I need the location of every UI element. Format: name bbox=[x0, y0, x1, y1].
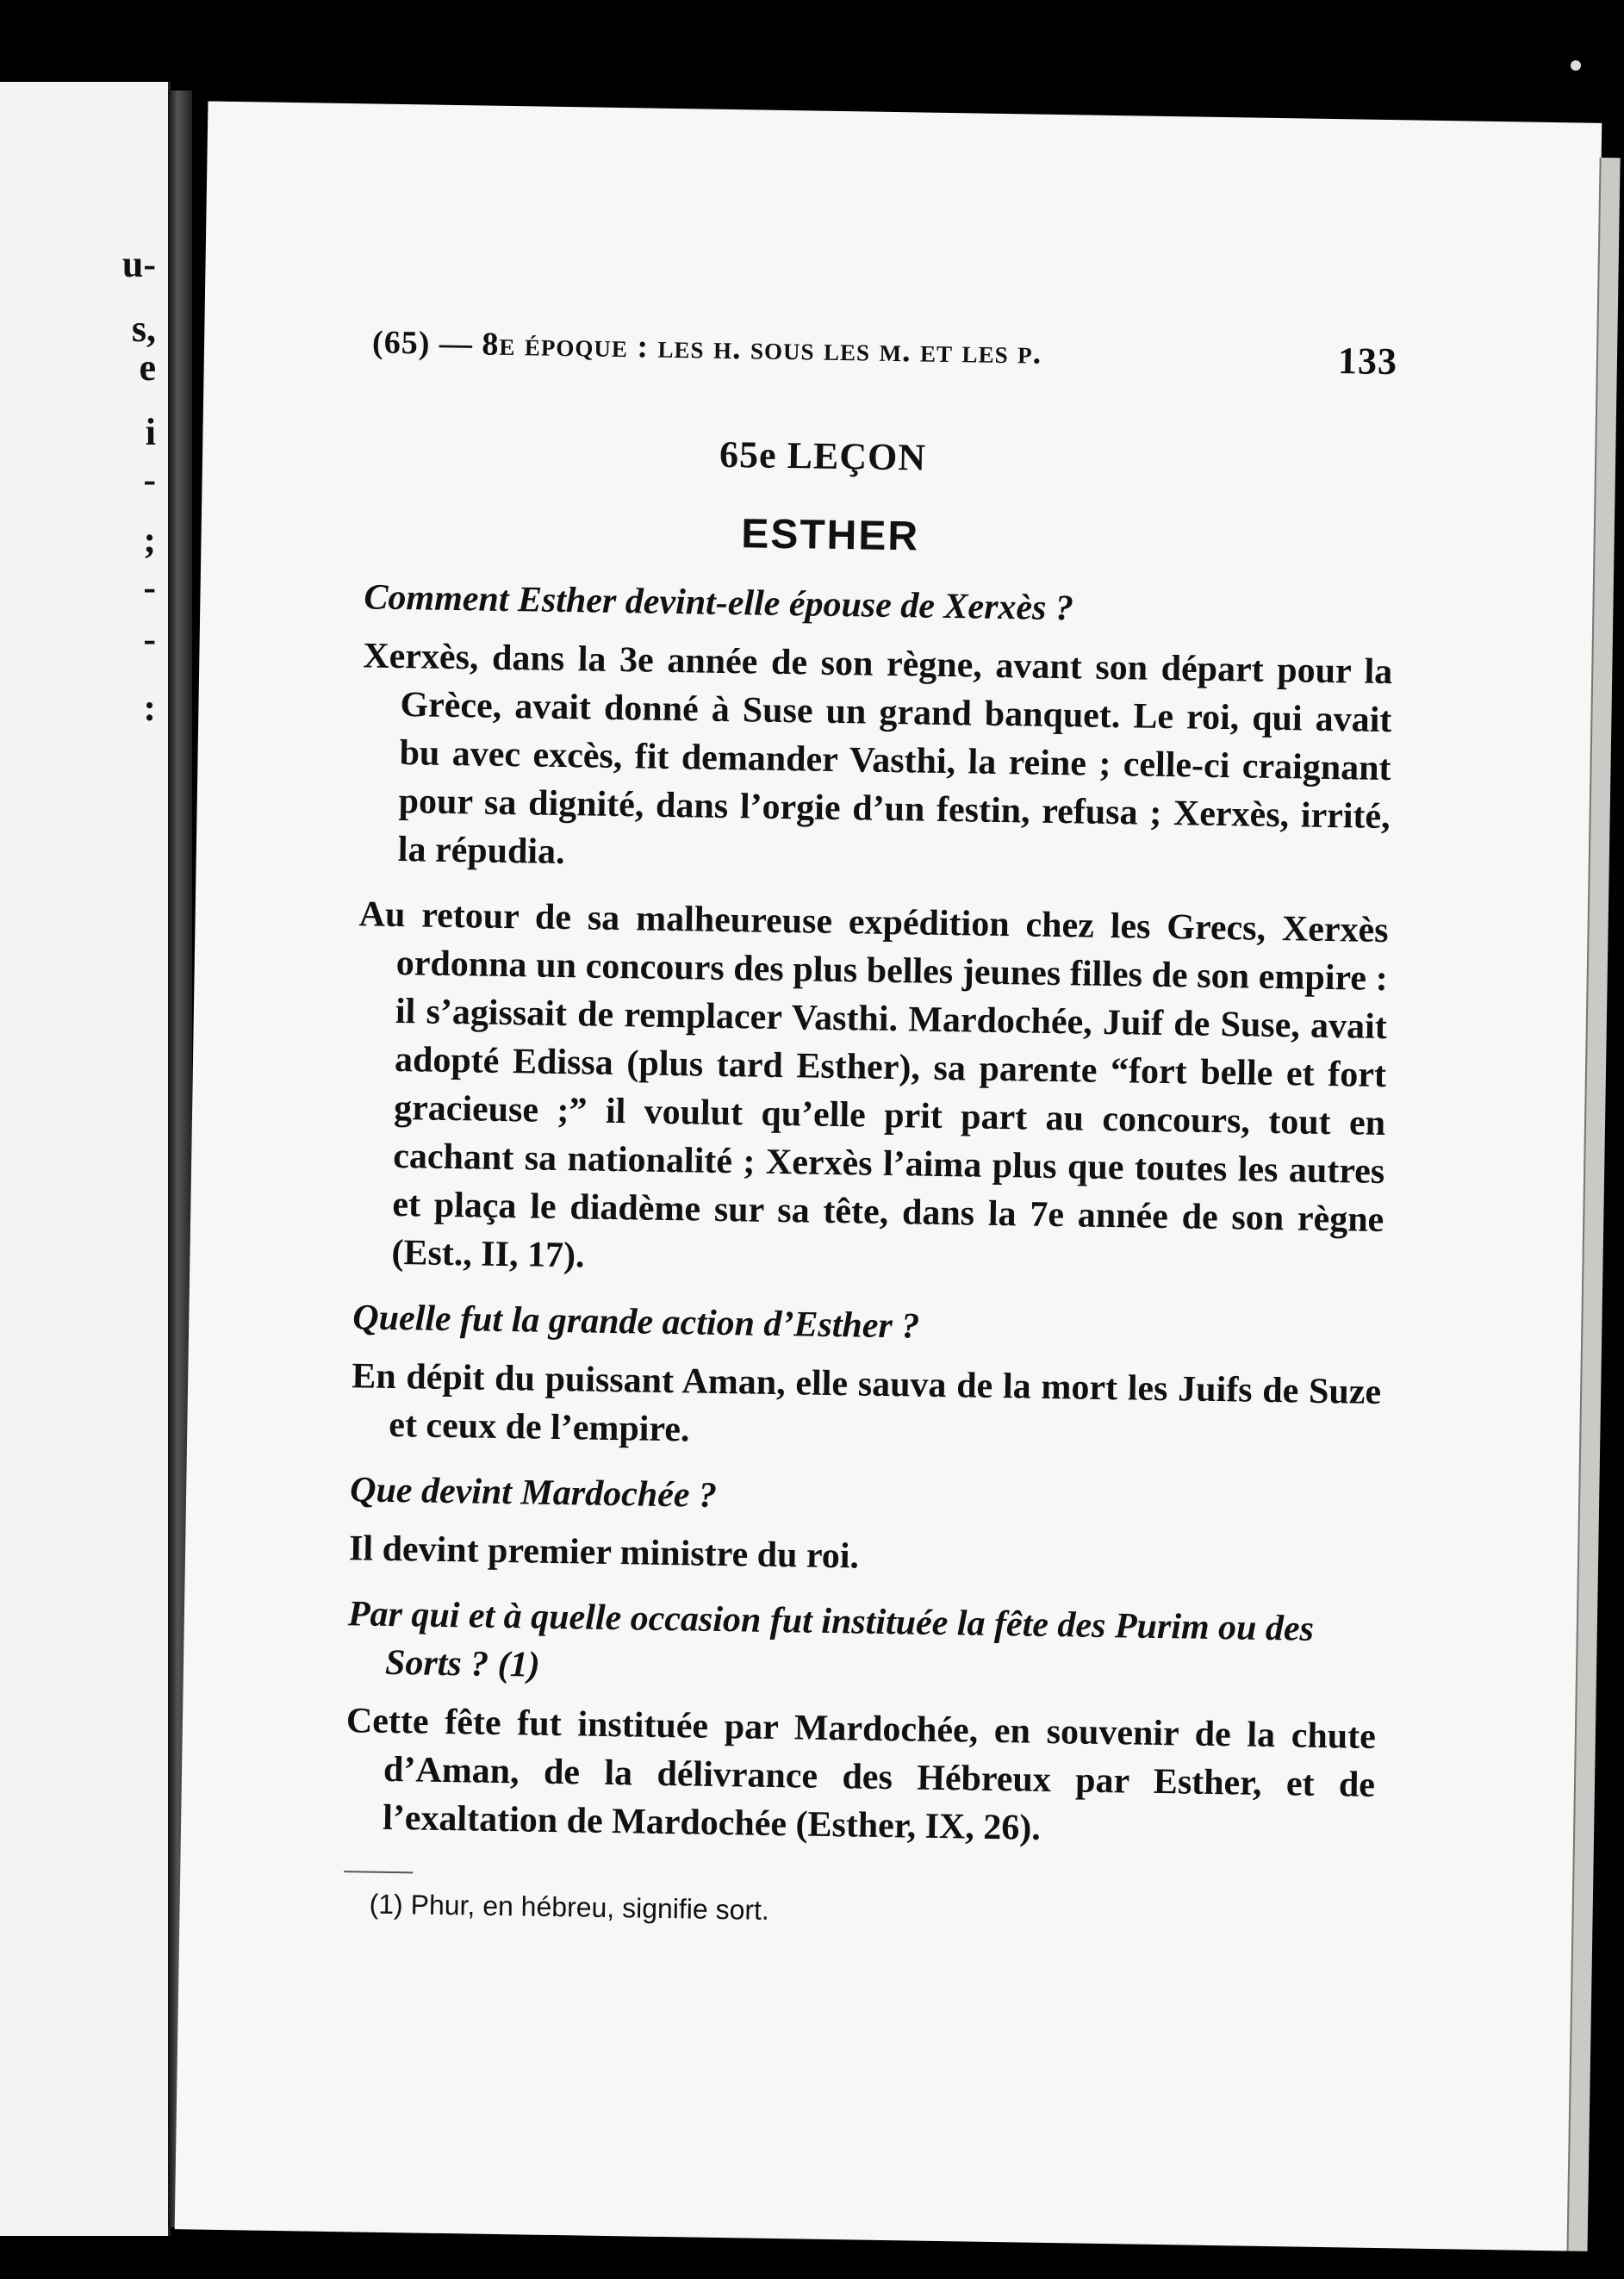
question: Par qui et à quelle occasion fut instituée la fête des Purim ou des Sorts ? (1) bbox=[347, 1594, 1315, 1685]
facing-page-fragment: e bbox=[139, 346, 156, 389]
answer: Il devint premier ministre du roi. bbox=[348, 1529, 860, 1577]
scan-speck bbox=[1571, 60, 1581, 71]
lesson-label: 65e LEÇON bbox=[719, 433, 927, 479]
answer: En dépit du puissant Aman, elle sauva de la mort les Juifs de Suze et ceux de l’empire. bbox=[351, 1356, 1382, 1450]
facing-page-fragment: u- bbox=[121, 243, 156, 285]
facing-page-fragment: ; bbox=[143, 519, 156, 561]
question: Comment Esther devint-elle épouse de Xerxès ? bbox=[364, 577, 1074, 629]
facing-page-fragment: i bbox=[145, 411, 156, 453]
answer: Au retour de sa malheureuse expédition chez les Grecs, Xerxès ordonna un concours des plus belles jeunes filles de son empire : il s’agissait de remplacer Vasthi. Mardochée, Juif de Suse, avait adopté Edissa (plus tard Esther), sa parente “fort belle et fort gracieuse ;” il voulut qu’elle prit part au concours, tout en cachant sa nationalité ; Xerxès l’aima plus que toutes les autres et plaça le diadème sur sa tête, dans la 7e année de son règne (Est., II, 17). bbox=[358, 894, 1389, 1276]
answer: Xerxès, dans la 3e année de son règne, avant son départ pour la Grèce, avait donné à Suse un grand banquet. Le roi, qui avait bu avec excès, fit demander Vasthi, la reine ; celle-ci craignant pour sa dignité, dans l’orgie d’un festin, refusa ; Xerxès, irrité, la répudia. bbox=[363, 636, 1393, 873]
book-page bbox=[175, 101, 1602, 2251]
lesson-body bbox=[343, 573, 1393, 1939]
facing-page-fragment: : bbox=[143, 687, 156, 729]
question: Quelle fut la grande action d’Esther ? bbox=[352, 1298, 920, 1347]
footnote-rule bbox=[344, 1871, 413, 1873]
running-head bbox=[372, 323, 1398, 383]
facing-page-fragment: - bbox=[143, 458, 156, 501]
page-number: 133 bbox=[1337, 339, 1398, 383]
facing-page-fragment: - bbox=[143, 618, 156, 660]
facing-page-fragment: s, bbox=[131, 308, 156, 350]
facing-page-fragment: - bbox=[143, 566, 156, 608]
question: Que devint Mardochée ? bbox=[349, 1470, 718, 1516]
answer: Cette fête fut instituée par Mardochée, en souvenir de la chute d’Aman, de la délivrance des Hébreux par Esther, et de l’exaltation de Mardochée (Esther, IX, 26). bbox=[345, 1701, 1377, 1848]
chapter-title: ESTHER bbox=[740, 511, 920, 560]
facing-page-edge bbox=[0, 82, 171, 2236]
page-edge bbox=[1567, 158, 1621, 2251]
footnote: (1) Phur, en hébreu, signifie sort. bbox=[369, 1888, 770, 1926]
running-head-text: (65) — 8e époque : les h. sous les m. et les p. bbox=[371, 324, 1042, 371]
